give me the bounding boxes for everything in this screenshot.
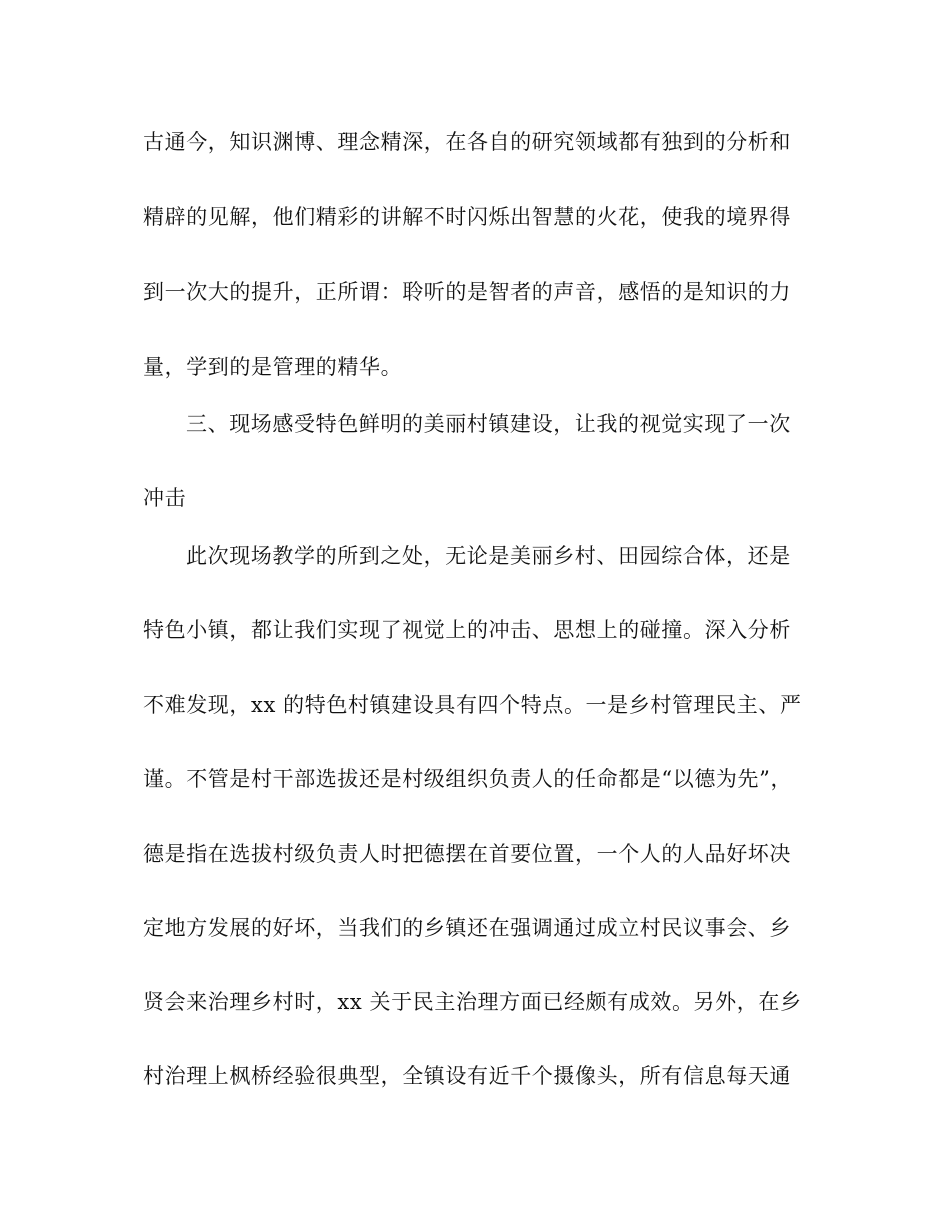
- paragraph-line: 量，学到的是管理的精华。: [143, 355, 403, 379]
- paragraph-line: 此次现场教学的所到之处，无论是美丽乡村、田园综合体，还是: [186, 544, 791, 568]
- paragraph-line: 谨。不管是村干部选拔还是村级组织负责人的任命都是“以德为先”，: [143, 767, 793, 791]
- paragraph-line: 定地方发展的好坏，当我们的乡镇还在强调通过成立村民议事会、乡: [143, 916, 791, 940]
- paragraph-line: 不难发现，xx 的特色村镇建设具有四个特点。一是乡村管理民主、严: [143, 693, 802, 717]
- paragraph-line: 古通今，知识渊博、理念精深，在各自的研究领域都有独到的分析和: [143, 130, 791, 154]
- paragraph-line: 到一次大的提升，正所谓：聆听的是智者的声音，感悟的是知识的力: [143, 280, 791, 304]
- section-heading-line: 三、现场感受特色鲜明的美丽村镇建设，让我的视觉实现了一次: [186, 412, 791, 436]
- paragraph-line: 贤会来治理乡村时，xx 关于民主治理方面已经颇有成效。另外，在乡: [143, 990, 802, 1014]
- paragraph-line: 德是指在选拔村级负责人时把德摆在首要位置，一个人的人品好坏决: [143, 842, 791, 866]
- section-heading-line: 冲击: [143, 486, 187, 510]
- paragraph-line: 村治理上枫桥经验很典型，全镇设有近千个摄像头，所有信息每天通: [143, 1064, 791, 1088]
- paragraph-line: 特色小镇，都让我们实现了视觉上的冲击、思想上的碰撞。深入分析: [143, 618, 791, 642]
- paragraph-line: 精辟的见解，他们精彩的讲解不时闪烁出智慧的火花，使我的境界得: [143, 205, 791, 229]
